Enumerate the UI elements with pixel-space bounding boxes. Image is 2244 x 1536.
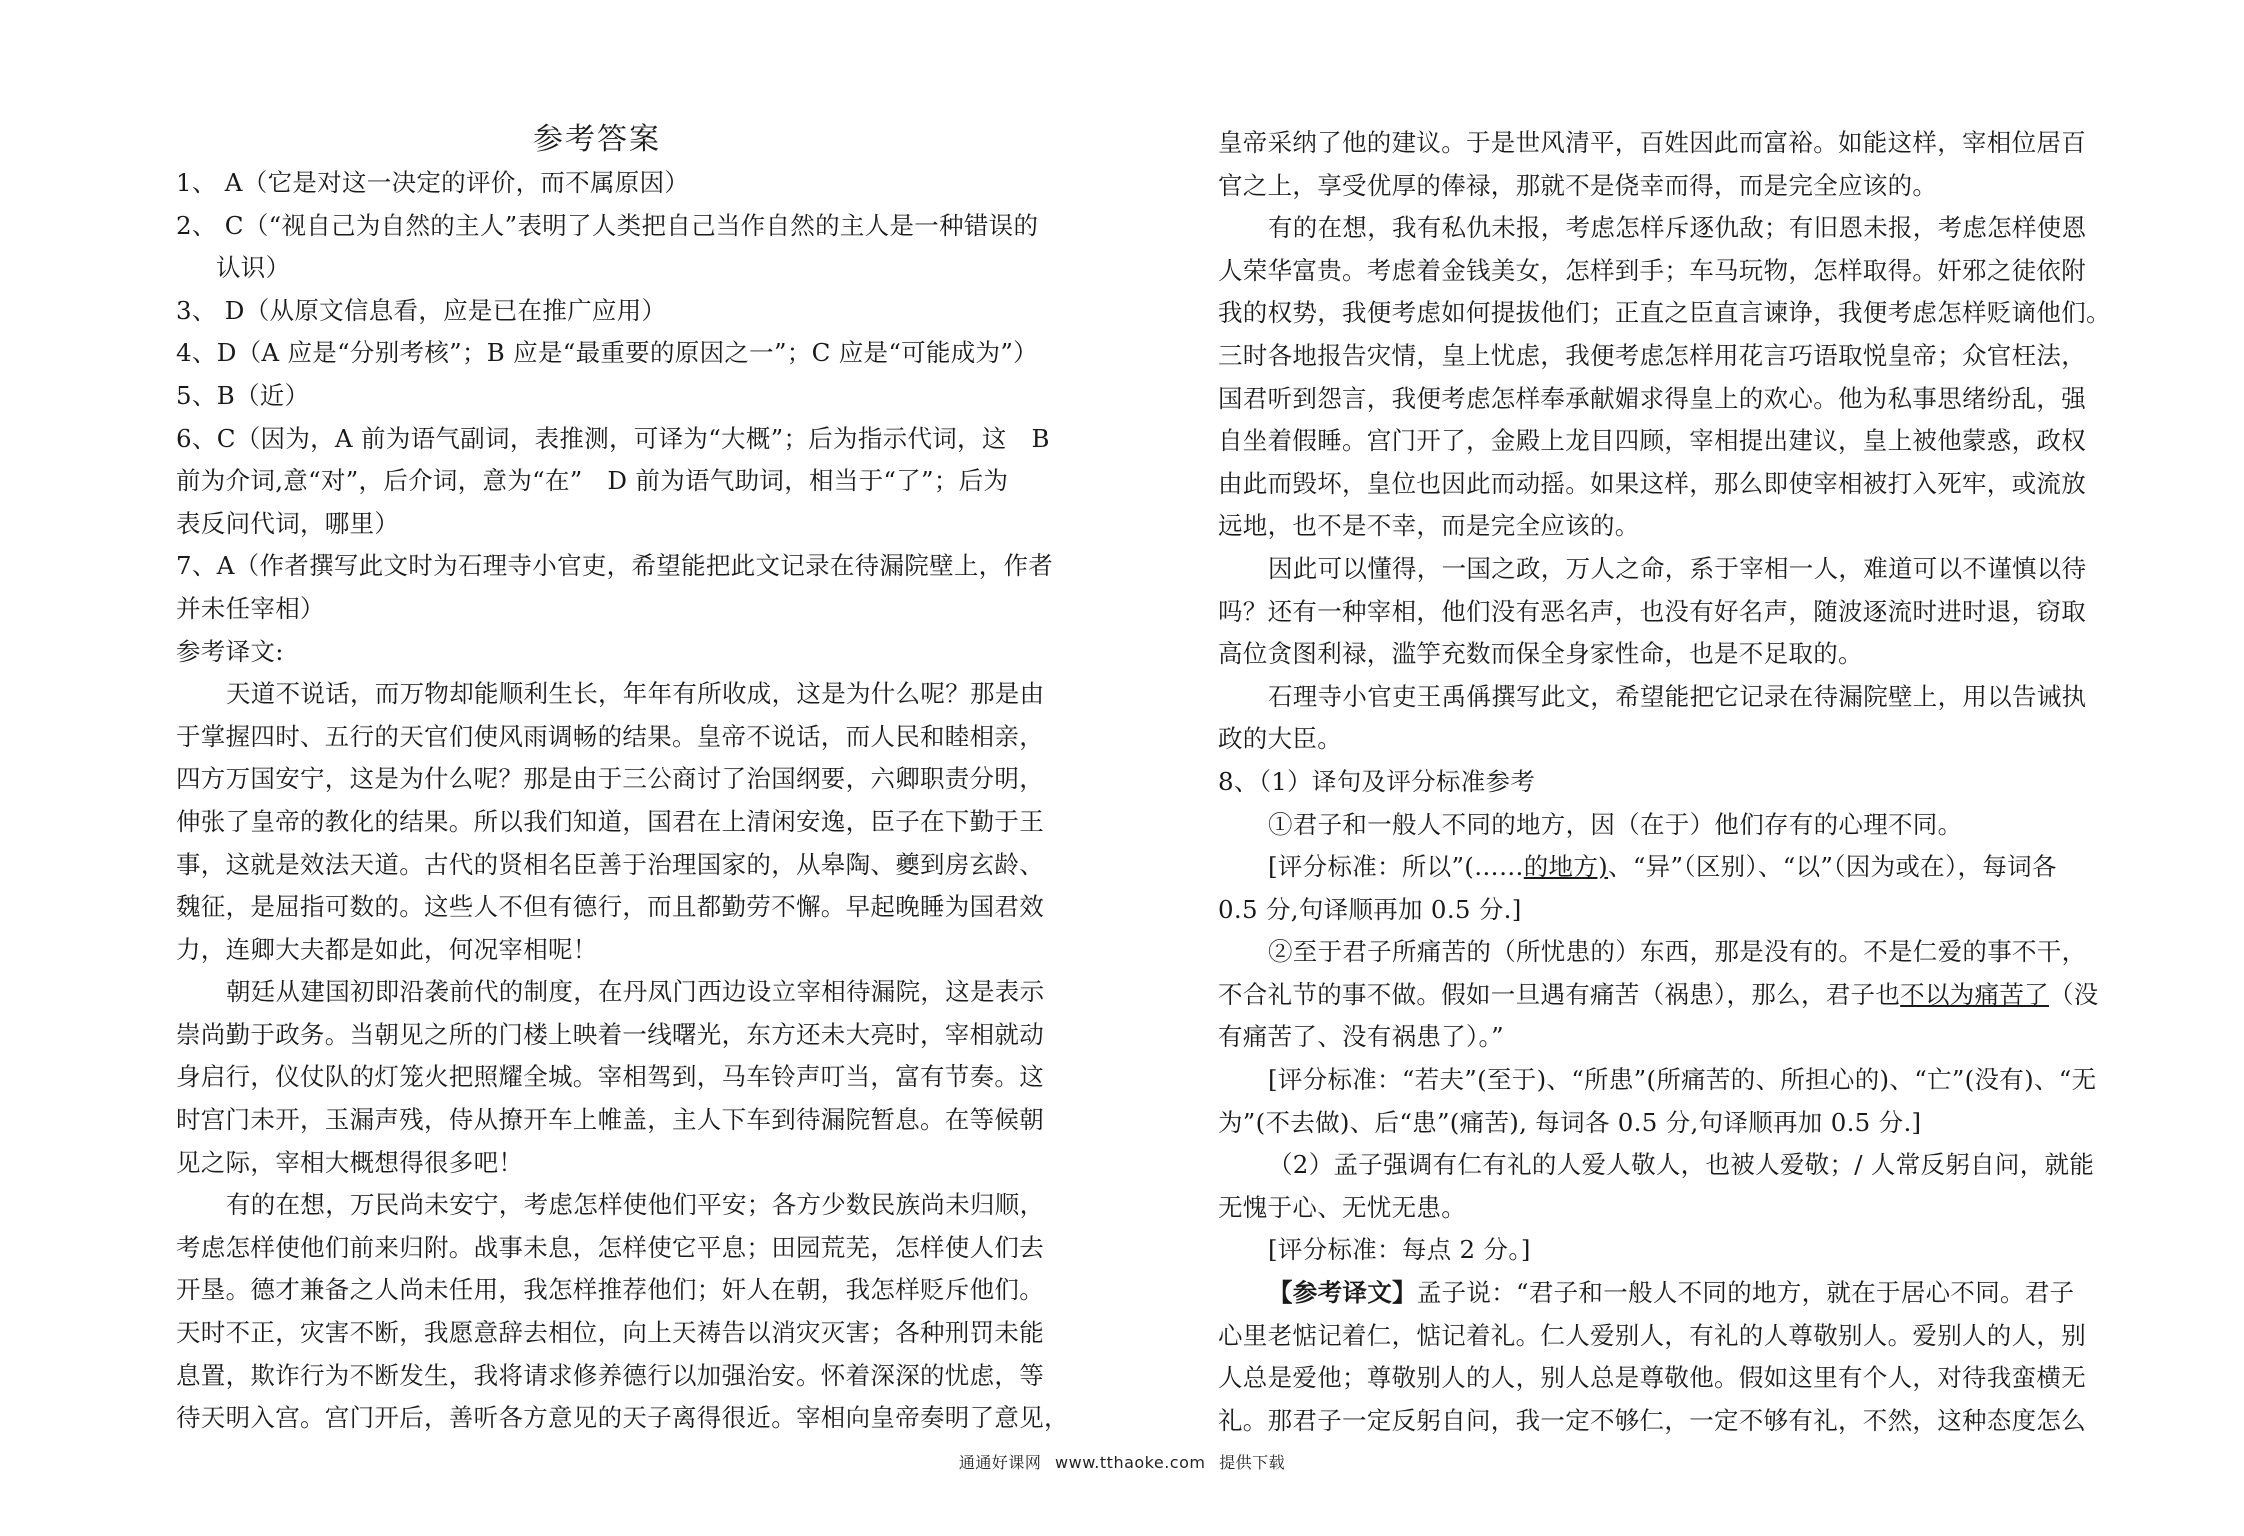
answer-7-cont: 并未任宰相）: [176, 593, 325, 623]
scoring-text: 、“异”（区别）、“以”（因为或在），每词各: [1608, 852, 2057, 882]
translation-paragraph-line: 见之际，宰相大概想得很多吧！: [176, 1147, 524, 1177]
footer-note: 提供下载: [1219, 1453, 1286, 1472]
page-footer: [0, 1450, 2244, 1473]
item-text: （没: [2048, 979, 2099, 1009]
translation-paragraph-line: 待天明入宫。宫门开后，善听各方意见的天子离得很近。宰相向皇帝奏明了意见，: [176, 1403, 1069, 1433]
translation-heading: 参考译文:: [176, 636, 284, 666]
translation-paragraph-line: 由此而毁坏，皇位也因此而动摇。如果这样，那么即使宰相被打入死牢，或流放: [1218, 468, 2086, 498]
reference-translation-line: 礼。那君子一定反躬自问，我一定不够仁，一定不够有礼，不然，这种态度怎么: [1218, 1405, 2086, 1435]
translation-paragraph-line: 三时各地报告灾情，皇上忧虑，我便考虑怎样用花言巧语取悦皇帝；众官枉法，: [1218, 340, 2086, 370]
scoring-text: [评分标准：所以”(……: [1268, 852, 1524, 882]
translation-paragraph-line: 魏征，是屈指可数的。这些人不但有德行，而且都勤劳不懈。早起晚睡为国君效: [176, 892, 1044, 922]
translation-paragraph-line: 有的在想，我有私仇未报，考虑怎样斥逐仇敌；有旧恩未报，考虑怎样使恩: [1268, 213, 2087, 243]
translation-paragraph-line: 天道不说话，而万物却能顺利生长，年年有所收成，这是为什么呢？那是由: [226, 679, 1045, 709]
reference-translation-text: 孟子说：“君子和一般人不同的地方，就在于居心不同。君子: [1416, 1278, 2075, 1308]
q8-item-2-cont-2: 有痛苦了、没有祸患了）。”: [1218, 1022, 1504, 1052]
translation-paragraph-line: 远地，也不是不幸，而是完全应该的。: [1218, 511, 1640, 541]
q8-scoring-2: [评分标准：“若夫”(至于)、“所患”(所痛苦的、所担心的)、“亡”(没有)、“无: [1268, 1065, 2097, 1095]
q8-item-1: ①君子和一般人不同的地方，因（在于）他们存有的心理不同。: [1268, 809, 1963, 839]
translation-paragraph-line: 政的大臣。: [1218, 724, 1342, 754]
reference-translation-label: 【参考译文】: [1268, 1278, 1417, 1308]
translation-paragraph-line: 国君听到怨言，我便考虑怎样奉承献媚求得皇上的欢心。他为私事思绪纷乱，强: [1218, 383, 2086, 413]
q8-scoring-2-cont: 为”(不去做)、后“患”(痛苦), 每词各 0.5 分,句译顺再加 0.5 分.]: [1218, 1107, 1922, 1137]
answer-6: 6、C（因为，A 前为语气副词，表推测，可译为“大概”；后为指示代词，这 B: [176, 423, 1050, 453]
answer-6-cont-1: 前为介词,意“对”，后介词，意为“在” D 前为语气助词，相当于“了”；后为: [176, 466, 1009, 496]
translation-paragraph-line: 因此可以懂得，一国之政，万人之命，系于宰相一人，难道可以不谨慎以待: [1268, 553, 2087, 583]
page-title: 参考答案: [533, 122, 661, 157]
translation-paragraph-line: 身启行，仪仗队的灯笼火把照耀全城。宰相驾到，马车铃声叮当，富有节奏。这: [176, 1062, 1044, 1092]
translation-paragraph-line: 自坐着假睡。宫门开了，金殿上龙目四顾，宰相提出建议，皇上被他蒙惑，政权: [1218, 426, 2086, 456]
q8-scoring-1-cont: 0.5 分,句译顺再加 0.5 分.]: [1218, 894, 1522, 924]
footer-site-name: 通通好课网: [958, 1453, 1042, 1472]
underlined-phrase: 的地方): [1523, 852, 1609, 882]
underlined-phrase: 不以为痛苦了: [1900, 979, 2049, 1009]
translation-paragraph-line: 崇尚勤于政务。当朝见之所的门楼上映着一线曙光，东方还未大亮时，宰相就动: [176, 1019, 1044, 1049]
translation-paragraph-line: 息置，欺诈行为不断发生，我将请求修养德行以加强治安。怀着深深的忧虑，等: [176, 1360, 1044, 1390]
translation-paragraph-line: 皇帝采纳了他的建议。于是世风清平，百姓因此而富裕。如能这样，宰相位居百: [1218, 128, 2086, 157]
q8-item-2: ②至于君子所痛苦的（所忧患的）东西，那是没有的。不是仁爱的事不干，: [1268, 937, 2087, 967]
left-column: [176, 118, 1098, 1440]
translation-paragraph-line: 高位贪图利禄，滥竽充数而保全身家性命，也是不足取的。: [1218, 639, 1863, 669]
answer-7: 7、A（作者撰写此文时为石理寺小官吏，希望能把此文记录在待漏院壁上，作者: [176, 551, 1054, 581]
question-8-heading: 8、（1）译句及评分标准参考: [1218, 766, 1536, 796]
q8-part-2-cont: 无愧于心、无忧无患。: [1218, 1192, 1466, 1222]
translation-paragraph-line: 伸张了皇帝的教化的结果。所以我们知道，国君在上清闲安逸，臣子在下勤于王: [176, 806, 1044, 836]
right-column: [1218, 122, 2132, 1442]
translation-paragraph-line: 官之上，享受优厚的俸禄，那就不是侥幸而得，而是完全应该的。: [1218, 170, 1938, 200]
answer-5: 5、B（近）: [176, 380, 310, 410]
translation-paragraph-line: 开垦。德才兼备之人尚未任用，我怎样推荐他们；奸人在朝，我怎样贬斥他们。: [176, 1275, 1044, 1305]
item-text: 不合礼节的事不做。假如一旦遇有痛苦（祸患），那么，君子也: [1218, 979, 1901, 1009]
answer-2: 2、 C（“视自己为自然的主人”表明了人类把自己当作自然的主人是一种错误的: [176, 210, 1039, 240]
footer-url-link[interactable]: www.tthaoke.com: [1055, 1453, 1206, 1472]
translation-paragraph-line: 力，连卿大夫都是如此，何况宰相呢！: [176, 934, 598, 964]
translation-paragraph-line: 石理寺小官吏王禹偁撰写此文，希望能把它记录在待漏院壁上，用以告诫执: [1268, 681, 2087, 711]
reference-translation-line: 人总是爱他；尊敬别人的人，别人总是尊敬他。假如这里有个人，对待我蛮横无: [1218, 1363, 2086, 1393]
reference-translation-line: [1218, 1272, 2132, 1315]
translation-paragraph-line: 我的权势，我便考虑如何提拔他们；正直之臣直言谏诤，我便考虑怎样贬谪他们。: [1218, 298, 2111, 328]
q8-scoring-1: [1218, 846, 2132, 889]
translation-paragraph-line: 有的在想，万民尚未安宁，考虑怎样使他们平安；各方少数民族尚未归顺，: [226, 1190, 1045, 1220]
translation-paragraph-line: 朝廷从建国初即沿袭前代的制度，在丹凤门西边设立宰相待漏院，这是表示: [226, 977, 1045, 1007]
answer-2-cont: 认识）: [216, 253, 291, 283]
translation-paragraph-line: 时宫门未开，玉漏声残，侍从撩开车上帷盖，主人下车到待漏院暂息。在等候朝: [176, 1105, 1044, 1135]
answer-4: 4、D（A 应是“分别考核”；B 应是“最重要的原因之一”；C 应是“可能成为”）: [176, 338, 1038, 368]
q8-item-2-cont: [1218, 974, 2132, 1017]
answer-6-cont-2: 表反问代词，哪里）: [176, 508, 400, 538]
translation-paragraph-line: 四方万国安宁，这是为什么呢？那是由于三公商讨了治国纲要，六卿职责分明，: [176, 764, 1044, 794]
translation-paragraph-line: 于掌握四时、五行的天官们使风雨调畅的结果。皇帝不说话，而人民和睦相亲，: [176, 721, 1044, 751]
answer-1: 1、 A（它是对这一决定的评价，而不属原因）: [176, 168, 690, 197]
translation-paragraph-line: 人荣华富贵。考虑着金钱美女，怎样到手；车马玩物，怎样取得。奸邪之徒依附: [1218, 255, 2086, 285]
translation-paragraph-line: 考虑怎样使他们前来归附。战事未息，怎样使它平息；田园荒芜，怎样使人们去: [176, 1232, 1044, 1262]
answer-3: 3、 D（从原文信息看，应是已在推广应用）: [176, 295, 667, 325]
translation-paragraph-line: 事，这就是效法天道。古代的贤相名臣善于治理国家的，从皋陶、夔到房玄龄、: [176, 849, 1044, 879]
translation-paragraph-line: 吗？还有一种宰相，他们没有恶名声，也没有好名声，随波逐流时进时退，窃取: [1218, 596, 2086, 626]
q8-scoring-3: [评分标准：每点 2 分。]: [1268, 1235, 1531, 1265]
q8-part-2: （2）孟子强调有仁有礼的人爱人敬人，也被人爱敬；/ 人常反躬自问，就能: [1268, 1150, 2095, 1180]
reference-translation-line: 心里老惦记着仁，惦记着礼。仁人爱别人，有礼的人尊敬别人。爱别人的人，别: [1218, 1320, 2086, 1350]
translation-paragraph-line: 天时不正，灾害不断，我愿意辞去相位，向上天祷告以消灾灭害；各种刑罚未能: [176, 1318, 1044, 1348]
